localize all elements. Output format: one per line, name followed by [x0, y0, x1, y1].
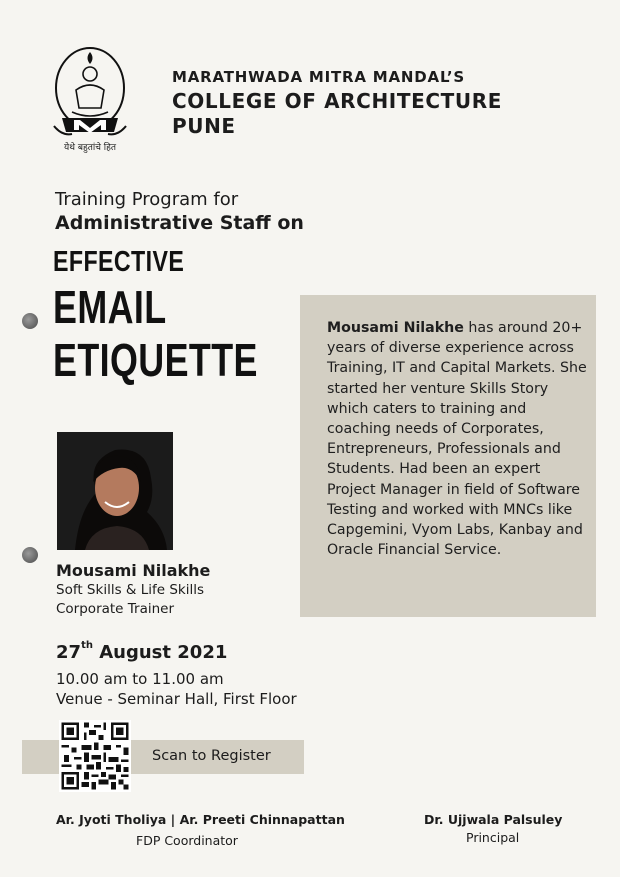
scan-to-register-label: Scan to Register: [152, 748, 271, 764]
speaker-role-line2: Corporate Trainer: [56, 601, 175, 617]
event-date: [56, 642, 227, 663]
logo-motto: येथे बहुतांचे हित: [63, 143, 117, 153]
coordinator-names: Ar. Jyoti Tholiya | Ar. Preeti Chinnapattan: [56, 812, 345, 827]
event-time: 10.00 am to 11.00 am: [56, 670, 224, 688]
org-name-line3: PUNE: [172, 114, 236, 138]
org-name-line1: MARATHWADA MITRA MANDAL’S: [172, 68, 465, 86]
event-day-suffix: th: [81, 640, 93, 651]
bio-name: Mousami Nilakhe: [327, 320, 464, 336]
event-day: 27: [56, 642, 82, 663]
principal-role: Principal: [466, 830, 520, 845]
speaker-name: Mousami Nilakhe: [56, 561, 211, 580]
punch-hole-icon: [22, 313, 38, 329]
speaker-role-line1: Soft Skills & Life Skills: [56, 582, 205, 598]
title-line2: EMAIL: [53, 281, 167, 333]
speaker-photo: [57, 432, 173, 550]
punch-hole-icon: [22, 547, 38, 563]
title-line1: EFFECTIVE: [53, 246, 185, 278]
program-line1: Training Program for: [55, 189, 239, 210]
college-logo-icon: [48, 44, 132, 154]
bio-description: has around 20+ years of diverse experience across Training, IT and Capital Markets. She started her venture Skills Story which caters to training and coaching needs of Corporates, Entrepreneurs, Professionals and Students. Had been an expert Project Manager in field of Software Testing and worked with MNCs like Capgemini, Vyom Labs, Kanbay and Oracle Financial Service.: [327, 320, 587, 559]
qr-code-icon[interactable]: [59, 720, 131, 792]
event-venue: Venue - Seminar Hall, First Floor: [56, 690, 297, 708]
org-name-line2: COLLEGE OF ARCHITECTURE: [172, 89, 502, 113]
title-line3: ETIQUETTE: [53, 334, 258, 386]
coordinator-role: FDP Coordinator: [136, 833, 238, 848]
event-month-year: August 2021: [92, 642, 228, 663]
principal-name: Dr. Ujjwala Palsuley: [424, 812, 563, 827]
bio-text: [327, 318, 589, 560]
program-line2: Administrative Staff on: [55, 212, 304, 234]
